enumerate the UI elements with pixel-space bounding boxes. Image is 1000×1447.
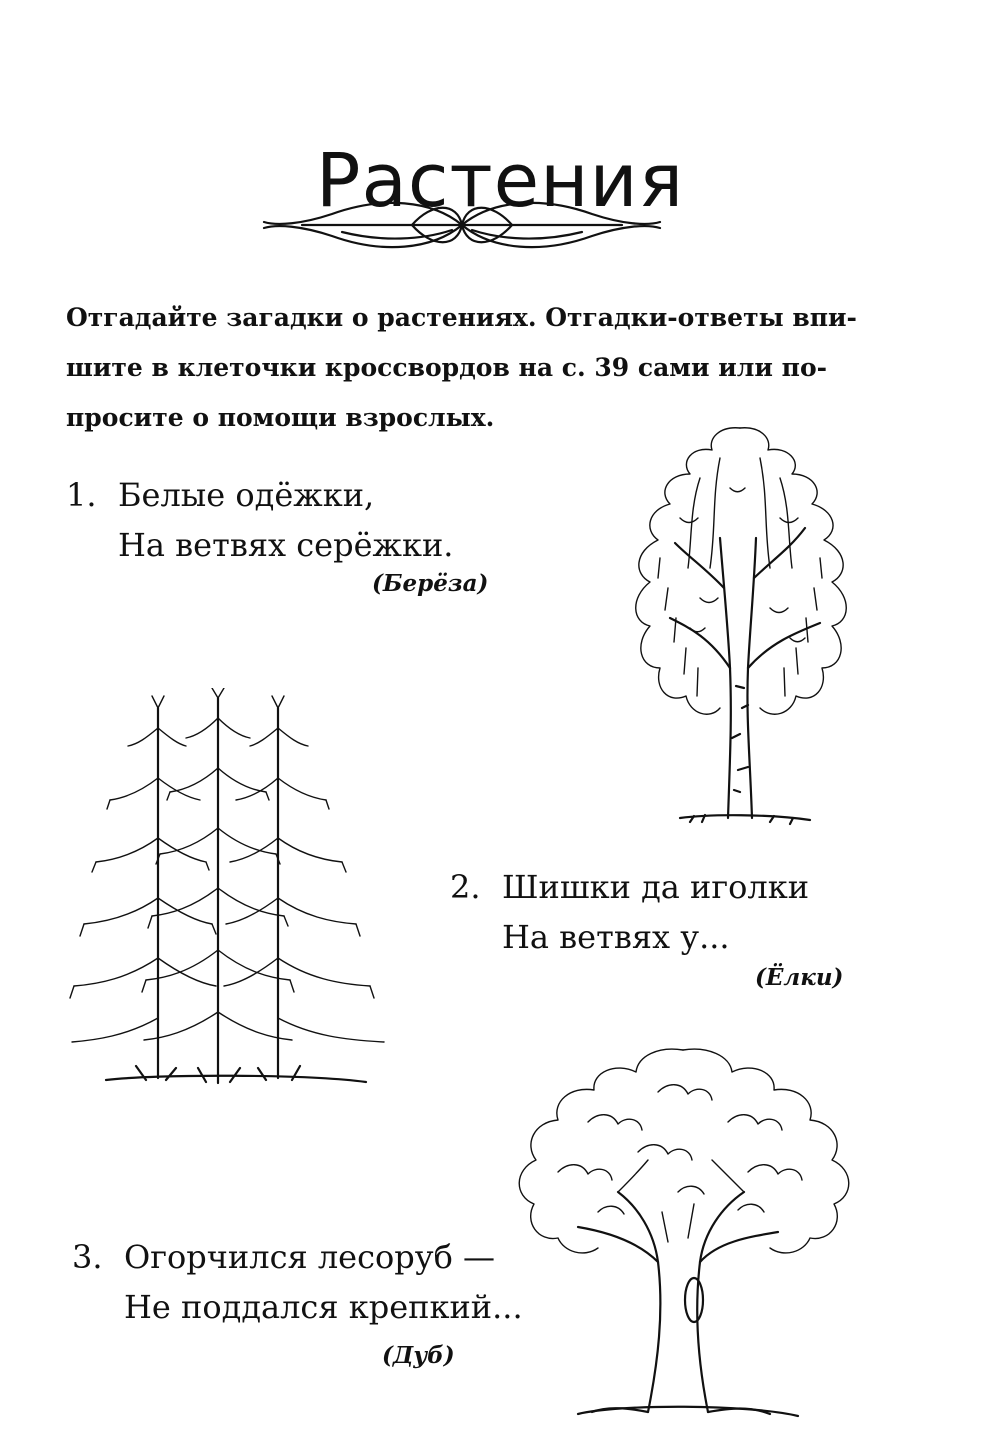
- riddle-1: [66, 470, 516, 570]
- riddle-3: [72, 1232, 542, 1332]
- riddle-number: 3.: [72, 1238, 103, 1276]
- riddle-3-answer: (Дуб): [382, 1342, 455, 1369]
- riddle-line: Белые одёжки,: [118, 476, 375, 514]
- riddle-line: На ветвях у...: [502, 918, 730, 956]
- title-ornament-icon: [262, 192, 662, 258]
- fir-trees-icon: [66, 688, 396, 1093]
- riddle-2-answer: (Ёлки): [755, 964, 844, 991]
- intro-line: Отгадайте загадки о растениях. Отгадки-ответы впи-: [66, 303, 857, 332]
- riddle-line: На ветвях серёжки.: [118, 526, 454, 564]
- riddle-1-answer: (Берёза): [372, 570, 489, 597]
- riddle-line: Огорчился лесоруб —: [124, 1238, 496, 1276]
- riddle-2: [450, 862, 890, 962]
- riddle-number: 2.: [450, 868, 481, 906]
- birch-tree-icon: [620, 418, 860, 828]
- intro-line: просите о помощи взрослых.: [66, 403, 495, 432]
- riddle-number: 1.: [66, 476, 97, 514]
- riddle-line: Не поддался крепкий...: [124, 1288, 523, 1326]
- page-title: Растения: [315, 137, 685, 224]
- riddle-line: Шишки да иголки: [502, 868, 810, 906]
- intro-line: шите в клеточки кроссвордов на с. 39 сами или по-: [66, 353, 827, 382]
- oak-tree-icon: [508, 1042, 858, 1422]
